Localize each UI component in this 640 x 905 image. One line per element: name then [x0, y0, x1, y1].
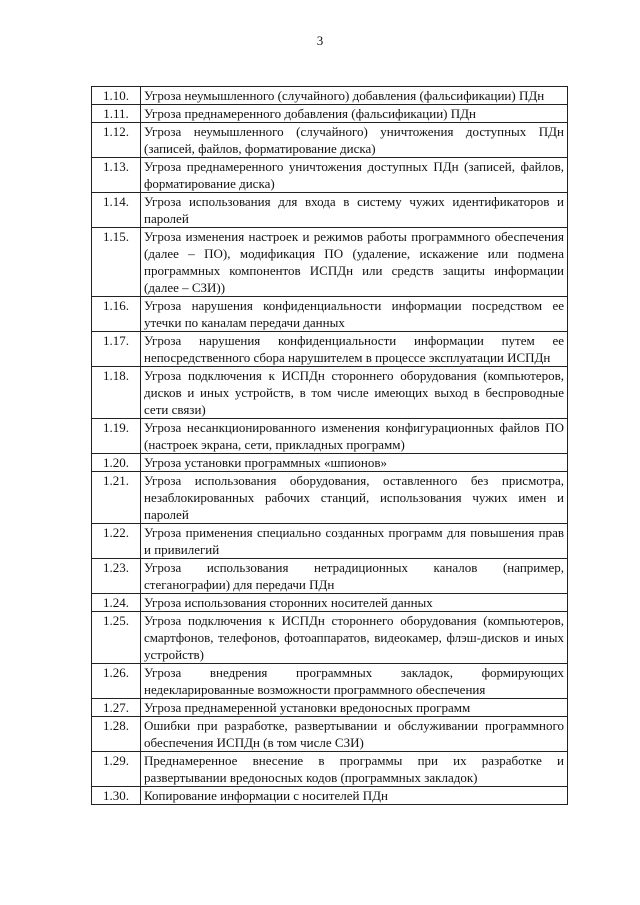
threat-description: Угроза преднамеренной установки вредоносных программ [141, 699, 568, 717]
table-row [92, 193, 568, 228]
threat-description: Угроза подключения к ИСПДн стороннего оборудования (компьютеров, смартфонов, телефонов, фотоаппаратов, видеокамер, флэш-дисков и иных устройств) [141, 612, 568, 664]
threat-description: Преднамеренное внесение в программы при их разработке и развертывании вредоносных кодов (программных закладок) [141, 752, 568, 787]
threats-table-body [92, 87, 568, 805]
table-row [92, 87, 568, 105]
table-row [92, 419, 568, 454]
table-row [92, 158, 568, 193]
row-number: 1.18. [92, 367, 141, 419]
threat-description: Угроза неумышленного (случайного) добавления (фальсификации) ПДн [141, 87, 568, 105]
threat-description: Угроза использования сторонних носителей данных [141, 594, 568, 612]
row-number: 1.27. [92, 699, 141, 717]
table-row [92, 664, 568, 699]
row-number: 1.10. [92, 87, 141, 105]
row-number: 1.14. [92, 193, 141, 228]
row-number: 1.19. [92, 419, 141, 454]
table-row [92, 454, 568, 472]
threats-table [91, 86, 568, 805]
threat-description: Угроза изменения настроек и режимов работы программного обеспечения (далее – ПО), модификация ПО (удаление, искажение или подмена программных компонентов ИСПДн или средств защиты информации (далее – СЗИ)) [141, 228, 568, 297]
table-row [92, 752, 568, 787]
row-number: 1.30. [92, 787, 141, 805]
row-number: 1.28. [92, 717, 141, 752]
threat-description: Ошибки при разработке, развертывании и обслуживании программного обеспечения ИСПДн (в том числе СЗИ) [141, 717, 568, 752]
table-row [92, 367, 568, 419]
row-number: 1.26. [92, 664, 141, 699]
table-row [92, 332, 568, 367]
table-row [92, 699, 568, 717]
row-number: 1.20. [92, 454, 141, 472]
threat-description: Угроза преднамеренного добавления (фальсификации) ПДн [141, 105, 568, 123]
threat-description: Угроза использования для входа в систему чужих идентификаторов и паролей [141, 193, 568, 228]
threat-description: Угроза подключения к ИСПДн стороннего оборудования (компьютеров, дисков и иных устройств, в том числе имеющих выход в беспроводные сети связи) [141, 367, 568, 419]
threat-description: Копирование информации с носителей ПДн [141, 787, 568, 805]
threat-description: Угроза нарушения конфиденциальности информации посредством ее утечки по каналам передачи данных [141, 297, 568, 332]
row-number: 1.24. [92, 594, 141, 612]
table-row [92, 472, 568, 524]
table-row [92, 297, 568, 332]
row-number: 1.17. [92, 332, 141, 367]
row-number: 1.29. [92, 752, 141, 787]
threat-description: Угроза несанкционированного изменения конфигурационных файлов ПО (настроек экрана, сети, прикладных программ) [141, 419, 568, 454]
threat-description: Угроза неумышленного (случайного) уничтожения доступных ПДн (записей, файлов, форматирование диска) [141, 123, 568, 158]
table-row [92, 594, 568, 612]
table-row [92, 787, 568, 805]
table-row [92, 123, 568, 158]
threat-description: Угроза установки программных «шпионов» [141, 454, 568, 472]
row-number: 1.16. [92, 297, 141, 332]
table-row [92, 228, 568, 297]
threat-description: Угроза использования нетрадиционных каналов (например, стеганографии) для передачи ПДн [141, 559, 568, 594]
row-number: 1.21. [92, 472, 141, 524]
table-row [92, 105, 568, 123]
threat-description: Угроза преднамеренного уничтожения доступных ПДн (записей, файлов, форматирование диска) [141, 158, 568, 193]
row-number: 1.12. [92, 123, 141, 158]
table-row [92, 524, 568, 559]
row-number: 1.22. [92, 524, 141, 559]
row-number: 1.25. [92, 612, 141, 664]
table-row [92, 559, 568, 594]
row-number: 1.11. [92, 105, 141, 123]
row-number: 1.15. [92, 228, 141, 297]
row-number: 1.23. [92, 559, 141, 594]
table-row [92, 612, 568, 664]
page-number: 3 [316, 33, 324, 48]
threat-description: Угроза нарушения конфиденциальности информации путем ее непосредственного сбора нарушителем в процессе эксплуатации ИСПДн [141, 332, 568, 367]
row-number: 1.13. [92, 158, 141, 193]
threat-description: Угроза применения специально созданных программ для повышения прав и привилегий [141, 524, 568, 559]
threat-description: Угроза внедрения программных закладок, формирующих недекларированные возможности программного обеспечения [141, 664, 568, 699]
threat-description: Угроза использования оборудования, оставленного без присмотра, незаблокированных рабочих станций, использования чужих имен и паролей [141, 472, 568, 524]
table-row [92, 717, 568, 752]
